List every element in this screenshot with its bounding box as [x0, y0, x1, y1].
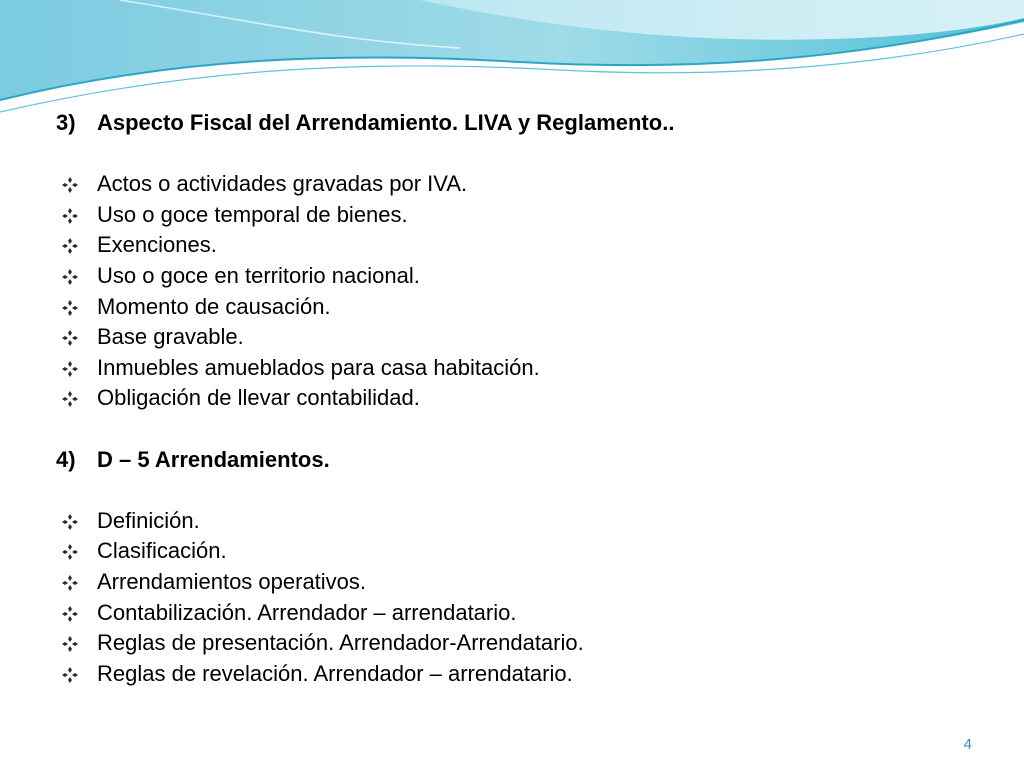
list-item	[56, 230, 996, 261]
diamond-bullet-icon	[62, 208, 78, 224]
section-4-heading	[56, 445, 996, 476]
list-item	[56, 506, 996, 537]
bullet-text: Uso o goce temporal de bienes.	[97, 201, 408, 227]
section-3-bullet-list	[56, 169, 996, 414]
list-item	[56, 567, 996, 598]
list-item	[56, 659, 996, 690]
list-item	[56, 322, 996, 353]
bullet-text: Clasificación.	[97, 538, 227, 564]
bullet-text: Base gravable.	[97, 324, 244, 350]
diamond-bullet-icon	[62, 575, 78, 591]
list-item	[56, 598, 996, 629]
diamond-bullet-icon	[62, 606, 78, 622]
list-item	[56, 353, 996, 384]
bullet-text: Obligación de llevar contabilidad.	[97, 385, 420, 411]
bullet-text: Momento de causación.	[97, 293, 331, 319]
bullet-text: Contabilización. Arrendador – arrendatario.	[97, 599, 517, 625]
diamond-bullet-icon	[62, 391, 78, 407]
diamond-bullet-icon	[62, 667, 78, 683]
diamond-bullet-icon	[62, 636, 78, 652]
list-item	[56, 292, 996, 323]
diamond-bullet-icon	[62, 238, 78, 254]
bullet-text: Actos o actividades gravadas por IVA.	[97, 171, 468, 197]
bullet-text: Definición.	[97, 507, 200, 533]
diamond-bullet-icon	[62, 514, 78, 530]
section-title: Aspecto Fiscal del Arrendamiento. LIVA y Reglamento..	[97, 110, 675, 135]
bullet-text: Arrendamientos operativos.	[97, 568, 367, 594]
page-number: 4	[963, 736, 972, 753]
bullet-text: Reglas de revelación. Arrendador – arrendatario.	[97, 660, 573, 686]
list-item	[56, 169, 996, 200]
diamond-bullet-icon	[62, 544, 78, 560]
slide-content	[56, 108, 996, 689]
diamond-bullet-icon	[62, 300, 78, 316]
list-item	[56, 200, 996, 231]
header-wave-banner	[0, 0, 1024, 120]
section-number: 4)	[56, 446, 76, 472]
diamond-bullet-icon	[62, 269, 78, 285]
bullet-text: Reglas de presentación. Arrendador-Arrendatario.	[97, 630, 584, 656]
section-3-heading	[56, 108, 996, 139]
section-title: D – 5 Arrendamientos.	[97, 446, 330, 472]
list-item	[56, 383, 996, 414]
bullet-text: Inmuebles amueblados para casa habitación.	[97, 354, 540, 380]
diamond-bullet-icon	[62, 177, 78, 193]
diamond-bullet-icon	[62, 330, 78, 346]
list-item	[56, 261, 996, 292]
section-4-bullet-list	[56, 506, 996, 690]
diamond-bullet-icon	[62, 361, 78, 377]
list-item	[56, 536, 996, 567]
list-item	[56, 628, 996, 659]
bullet-text: Exenciones.	[97, 232, 217, 258]
section-number: 3)	[56, 110, 76, 135]
bullet-text: Uso o goce en territorio nacional.	[97, 262, 420, 288]
